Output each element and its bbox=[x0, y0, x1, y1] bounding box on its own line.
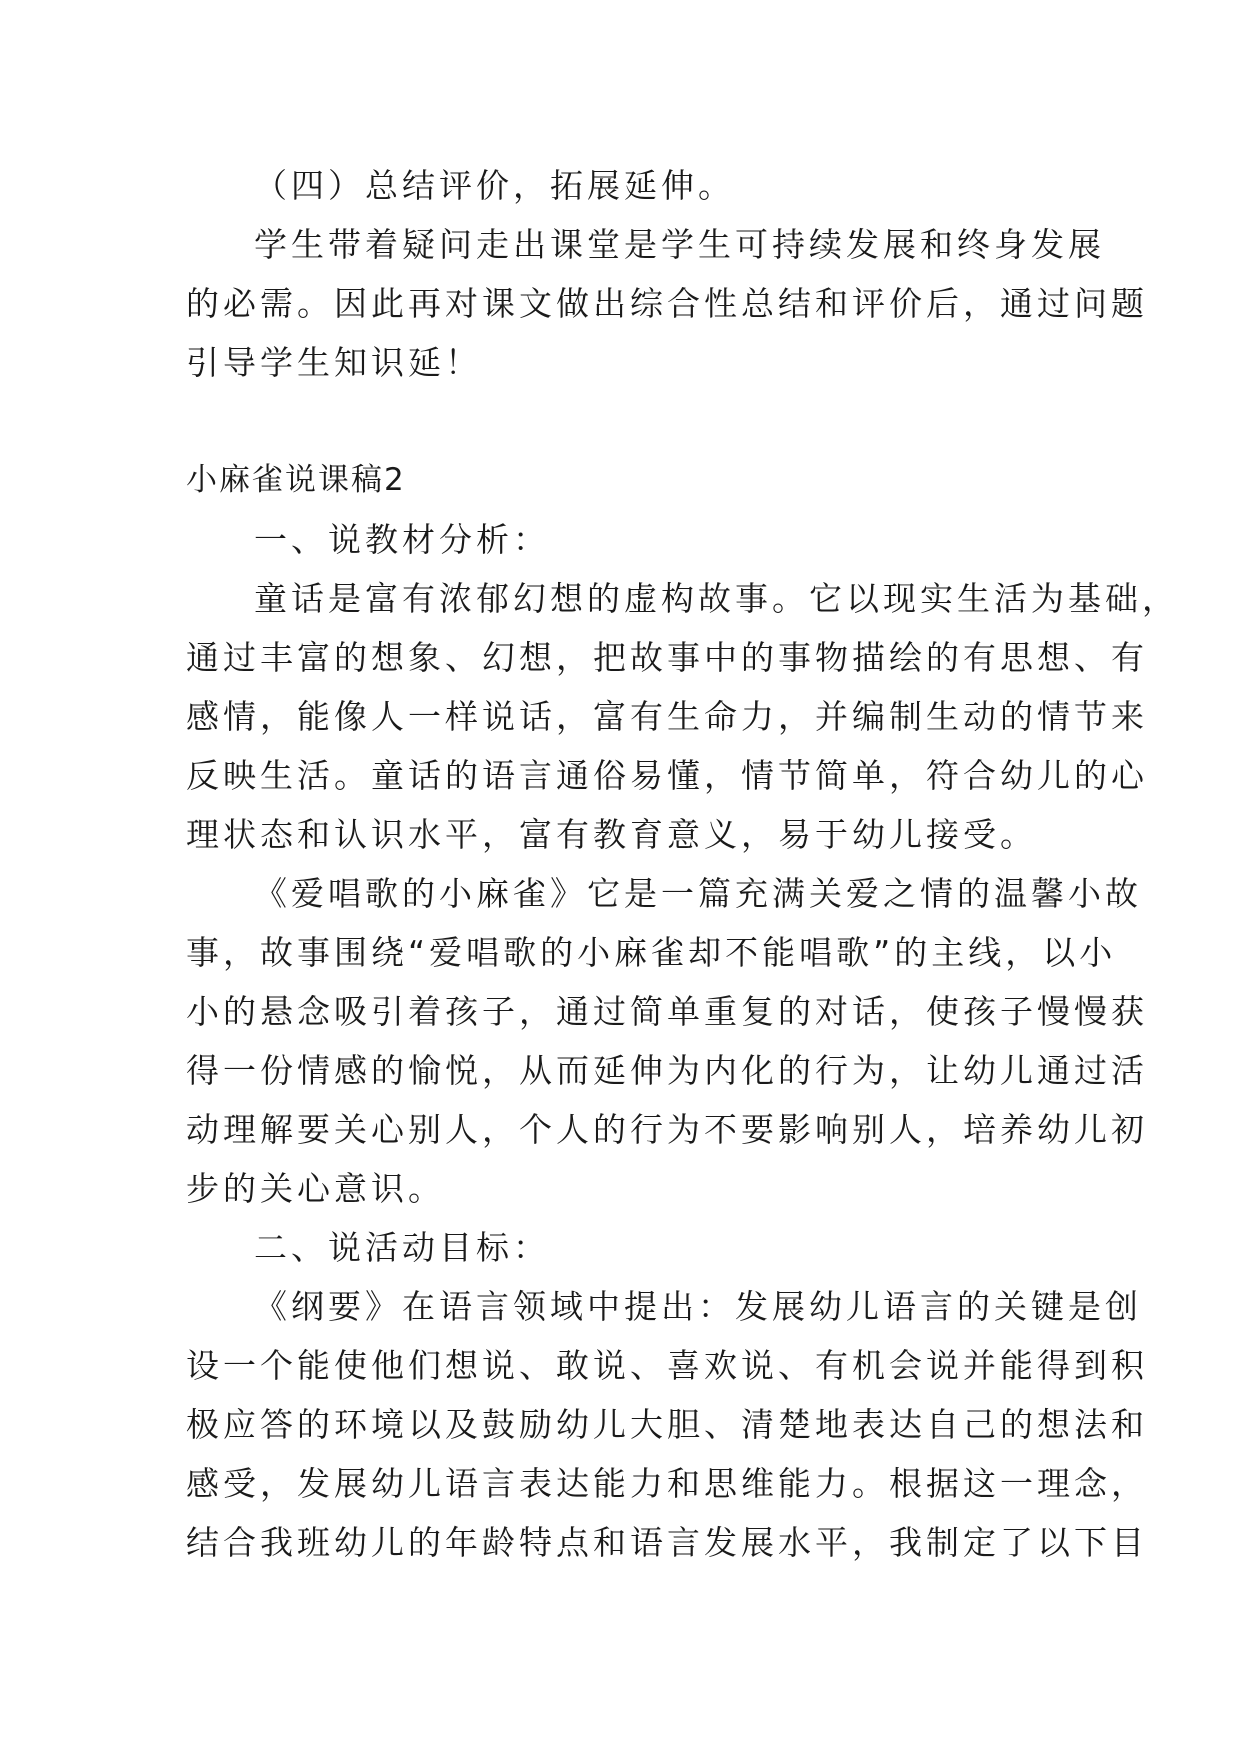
paragraph-line: 引导学生知识延！ bbox=[186, 343, 482, 382]
section-heading: （四）总结评价，拓展延伸。 bbox=[254, 166, 735, 205]
paragraph-line: 小的悬念吸引着孩子，通过简单重复的对话，使孩子慢慢获 bbox=[186, 992, 1148, 1031]
section-heading: 一、说教材分析： bbox=[254, 520, 550, 559]
section-heading: 二、说活动目标： bbox=[254, 1228, 550, 1267]
paragraph-line: 童话是富有浓郁幻想的虚构故事。它以现实生活为基础， bbox=[254, 579, 1179, 618]
paragraph bbox=[186, 864, 1148, 1218]
paragraph-line: 《爱唱歌的小麻雀》它是一篇充满关爱之情的温馨小故 bbox=[254, 874, 1142, 913]
paragraph-line: 动理解要关心别人，个人的行为不要影响别人，培养幼儿初 bbox=[186, 1110, 1148, 1149]
paragraph-line: 学生带着疑问走出课堂是学生可持续发展和终身发展 bbox=[254, 225, 1105, 264]
paragraph-line: 的必需。因此再对课文做出综合性总结和评价后，通过问题 bbox=[186, 284, 1148, 323]
paragraph-line: 通过丰富的想象、幻想，把故事中的事物描绘的有思想、有 bbox=[186, 638, 1148, 677]
paragraph-line: 感受，发展幼儿语言表达能力和思维能力。根据这一理念， bbox=[186, 1464, 1148, 1503]
paragraph bbox=[186, 215, 1148, 392]
paragraph bbox=[186, 1277, 1148, 1572]
paragraph-line: 得一份情感的愉悦，从而延伸为内化的行为，让幼儿通过活 bbox=[186, 1051, 1148, 1090]
paragraph-line: 感情，能像人一样说话，富有生命力，并编制生动的情节来 bbox=[186, 697, 1148, 736]
paragraph-line: 步的关心意识。 bbox=[186, 1169, 445, 1208]
spacer bbox=[186, 392, 1056, 451]
paragraph-line: 反映生活。童话的语言通俗易懂，情节简单，符合幼儿的心 bbox=[186, 756, 1148, 795]
paragraph-line: 理状态和认识水平，富有教育意义，易于幼儿接受。 bbox=[186, 815, 1037, 854]
paragraph-line: 极应答的环境以及鼓励幼儿大胆、清楚地表达自己的想法和 bbox=[186, 1405, 1148, 1444]
article-title: 小麻雀说课稿2 bbox=[186, 462, 406, 498]
paragraph-line: 设一个能使他们想说、敢说、喜欢说、有机会说并能得到积 bbox=[186, 1346, 1148, 1385]
paragraph-line: 结合我班幼儿的年龄特点和语言发展水平，我制定了以下目 bbox=[186, 1523, 1148, 1562]
paragraph bbox=[186, 569, 1179, 864]
paragraph-line: 事，故事围绕“爱唱歌的小麻雀却不能唱歌”的主线，以小 bbox=[186, 933, 1117, 972]
document-body bbox=[186, 156, 1179, 1572]
paragraph-line: 《纲要》在语言领域中提出：发展幼儿语言的关键是创 bbox=[254, 1287, 1142, 1326]
